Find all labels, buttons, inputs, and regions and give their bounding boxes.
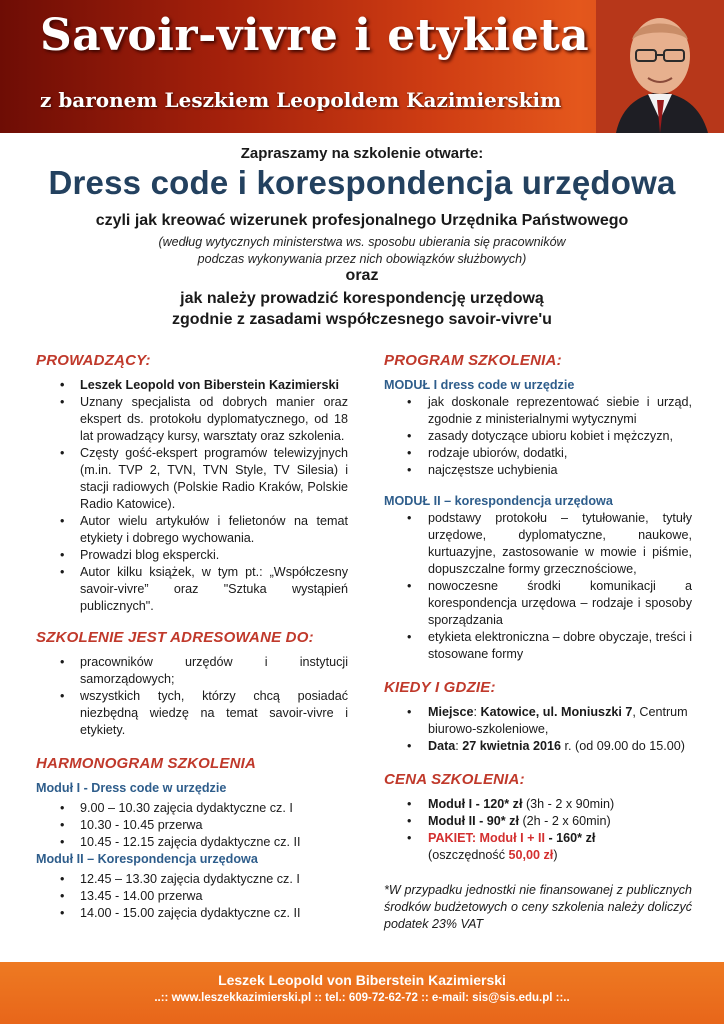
list-item: • 9.00 – 10.30 zajęcia dydaktyczne cz. I <box>36 800 348 817</box>
presenter-portrait <box>596 0 724 133</box>
price-module1-rest: (3h - 2 x 90min) <box>522 797 615 811</box>
section-heading-prowadzacy: PROWADZĄCY: <box>36 352 151 369</box>
list-item: • pracowników urzędów i instytucji samorządowych; <box>36 654 348 688</box>
lead2-line: jak należy prowadzić korespondencję urzędową <box>180 290 544 307</box>
savings-prefix: (oszczędność <box>428 848 509 862</box>
lead2-line: zgodnie z zasadami współczesnego savoir-vivre'u <box>172 311 552 328</box>
list-item: • najczęstsze uchybienia <box>384 462 692 479</box>
list-item: • Częsty gość-ekspert programów telewizyjnych (m.in. TVP 2, TVN, TVN Style, TV Silesia) i stacji radiowych (Polskie Radio Kraków, Polskie Radio Katowice). <box>36 445 348 513</box>
list-item: • zasady dotyczące ubioru kobiet i mężczyzn, <box>384 428 692 445</box>
program-module2-list <box>384 510 692 663</box>
list-item: • wszystkich tych, którzy chcą posiadać niezbędną wiedzę na temat savoir-vivre i etykiety. <box>36 688 348 739</box>
schedule-module1-title: Moduł I - Dress code w urzędzie <box>36 781 227 795</box>
footer-bar <box>0 962 724 1024</box>
list-item: • rodzaje ubiorów, dodatki, <box>384 445 692 462</box>
list-item: • 10.45 - 12.15 zajęcia dydaktyczne cz. II <box>36 834 348 851</box>
right-column <box>384 352 692 933</box>
list-item: • jak doskonale reprezentować siebie i urząd, zgodnie z ministerialnymi wytycznymi <box>384 394 692 428</box>
price-module1 <box>384 796 692 813</box>
savings-value: 50,00 zł <box>508 848 554 862</box>
left-column <box>36 352 348 922</box>
list-item: • Prowadzi blog ekspercki. <box>36 547 348 564</box>
place-label: Miejsce <box>428 705 474 719</box>
program-module2-title: MODUŁ II – korespondencja urzędowa <box>384 494 613 508</box>
date-label: Data <box>428 739 456 753</box>
price-package <box>384 830 692 864</box>
price-module2-rest: (2h - 2 x 60min) <box>518 814 611 828</box>
list-item: • 14.00 - 15.00 zajęcia dydaktyczne cz. II <box>36 905 348 922</box>
list-item: • Leszek Leopold von Biberstein Kazimierski <box>36 377 348 394</box>
schedule-module2-list <box>36 871 348 922</box>
header-banner <box>0 0 724 133</box>
banner-title: Savoir-vivre i etykieta <box>40 10 590 61</box>
list-item-place: • Miejsce: Katowice, ul. Moniuszki 7, Centrum biurowo-szkoleniowe, <box>384 704 692 738</box>
section-heading-cena: CENA SZKOLENIA: <box>384 771 525 788</box>
presenter-list <box>36 377 348 615</box>
section-heading-adresowane: SZKOLENIE JEST ADRESOWANE DO: <box>36 629 314 646</box>
main-title: Dress code i korespondencja urzędowa <box>48 164 676 201</box>
list-item: • Uznany specjalista od dobrych manier oraz ekspert ds. protokołu dyplomatycznego, od 18 lat prowadzący kursy, warsztaty oraz szkolenia. <box>36 394 348 445</box>
price-list <box>384 796 692 864</box>
program-module1-title: MODUŁ I dress code w urzędzie <box>384 378 575 392</box>
lead2-text <box>0 288 724 330</box>
price-module2 <box>384 813 692 830</box>
date-rest: r. (od 09.00 do 15.00) <box>561 739 685 753</box>
section-heading-program: PROGRAM SZKOLENIA: <box>384 352 562 369</box>
audience-list <box>36 654 348 739</box>
package-price: - 160* zł <box>544 831 596 845</box>
list-item-date: • Data: 27 kwietnia 2016 r. (od 09.00 do 15.00) <box>384 738 692 755</box>
place-rest: , Centrum biurowo-szkoleniowe, <box>428 705 688 736</box>
list-item: • podstawy protokołu – tytułowanie, tytuły urzędowe, dyplomatyczne, naukowe, kurtuazyjne, zastosowanie w mowie i piśmie, dopuszczalne formy grzecznościowe, <box>384 510 692 578</box>
note-text <box>0 234 724 268</box>
section-heading-kiedy: KIEDY I GDZIE: <box>384 679 496 696</box>
schedule-module2-title: Moduł II – Korespondencja urzędowa <box>36 852 258 866</box>
list-item: • 10.30 - 10.45 przerwa <box>36 817 348 834</box>
price-module1-label: Moduł I - 120* zł <box>428 797 523 811</box>
place-value: Katowice, ul. Moniuszki 7 <box>480 705 633 719</box>
list-item: • etykieta elektroniczna – dobre obyczaje, treści i stosowane formy <box>384 629 692 663</box>
vat-footnote: *W przypadku jednostki nie finansowanej z publicznych środków budżetowych o ceny szkolenia należy doliczyć podatek 23% VAT <box>384 883 692 931</box>
oraz-text: oraz <box>345 267 379 284</box>
invite-text: Zapraszamy na szkolenie otwarte: <box>240 145 484 162</box>
list-item: • Autor wielu artykułów i felietonów na temat etykiety i dobrego wychowania. <box>36 513 348 547</box>
footer-contact[interactable]: ..:: www.leszekkazimierski.pl :: tel.: 609-72-62-72 :: e-mail: sis@sis.edu.pl ::.. <box>154 992 570 1004</box>
note-line: (według wytycznych ministerstwa ws. sposobu ubierania się pracowników <box>158 235 566 249</box>
savings-suffix: ) <box>553 848 558 862</box>
package-label: PAKIET: Moduł I + II <box>428 831 545 845</box>
price-module2-label: Moduł II - 90* zł <box>428 814 519 828</box>
list-item: • Autor kilku książek, w tym pt.: „Współczesny savoir-vivre” oraz "Sztuka wystąpień publicznych". <box>36 564 348 615</box>
note-line: podczas wykonywania przez nich obowiązków służbowych) <box>197 252 527 266</box>
list-item: • nowoczesne środki komunikacji a korespondencja urzędowa – rodzaje i sposoby sporządzania <box>384 578 692 629</box>
schedule-module1-list <box>36 800 348 851</box>
list-item: • 12.45 – 13.30 zajęcia dydaktyczne cz. I <box>36 871 348 888</box>
program-module1-list <box>384 394 692 479</box>
section-heading-harmonogram: HARMONOGRAM SZKOLENIA <box>36 755 257 772</box>
banner-subtitle: z baronem Leszkiem Leopoldem Kazimierskim <box>40 88 562 112</box>
list-item: • 13.45 - 14.00 przerwa <box>36 888 348 905</box>
lead-text: czyli jak kreować wizerunek profesjonalnego Urzędnika Państwowego <box>95 212 629 229</box>
footer-name: Leszek Leopold von Biberstein Kazimierski <box>218 972 506 988</box>
when-where-list <box>384 704 692 755</box>
date-value: 27 kwietnia 2016 <box>462 739 562 753</box>
